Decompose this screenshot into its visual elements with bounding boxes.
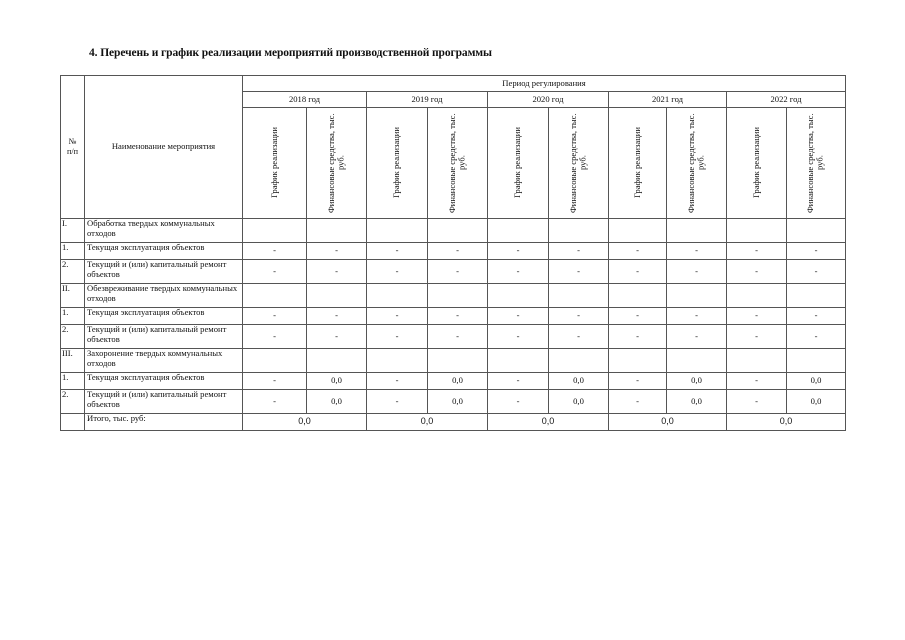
row-value-cell: - (609, 260, 667, 284)
sub-header-schedule-label: График реализации (750, 127, 761, 199)
total-value-cell: 0,0 (367, 414, 488, 431)
row-name: Захоронение твердых коммунальных отходов (85, 349, 243, 373)
row-value-cell: - (428, 243, 488, 260)
row-value-cell: 0,0 (787, 390, 846, 414)
row-value-cell: - (488, 373, 549, 390)
sub-header-schedule-label: График реализации (391, 127, 402, 199)
row-value-cell: - (243, 308, 307, 325)
sub-header-schedule-3 (609, 108, 667, 219)
row-value-cell (428, 284, 488, 308)
column-header-name: Наименование мероприятия (85, 76, 243, 219)
row-value-cell: - (243, 243, 307, 260)
section-row (61, 219, 846, 243)
row-value-cell (307, 219, 367, 243)
sub-header-finance-1 (428, 108, 488, 219)
table-row (61, 390, 846, 414)
row-value-cell: - (307, 325, 367, 349)
row-value-cell (609, 284, 667, 308)
row-value-cell: - (609, 308, 667, 325)
year-header-2018: 2018 год (243, 92, 367, 108)
sub-header-finance-0 (307, 108, 367, 219)
row-value-cell: - (609, 373, 667, 390)
row-name: Текущий и (или) капитальный ремонт объектов (85, 260, 243, 284)
column-header-number: № п/п (61, 76, 85, 219)
row-number: II. (61, 284, 85, 308)
row-value-cell: - (787, 308, 846, 325)
row-value-cell: - (243, 325, 307, 349)
total-row (61, 414, 846, 431)
row-value-cell (787, 219, 846, 243)
sub-header-schedule-0 (243, 108, 307, 219)
total-number-cell (61, 414, 85, 431)
row-value-cell (727, 284, 787, 308)
row-value-cell (367, 284, 428, 308)
total-label: Итого, тыс. руб: (85, 414, 243, 431)
row-value-cell: 0,0 (667, 390, 727, 414)
total-value-cell: 0,0 (488, 414, 609, 431)
table-row (61, 260, 846, 284)
row-value-cell (488, 349, 549, 373)
row-value-cell (243, 284, 307, 308)
row-value-cell: - (307, 260, 367, 284)
row-value-cell (243, 219, 307, 243)
row-value-cell: - (667, 325, 727, 349)
row-name: Текущая эксплуатация объектов (85, 308, 243, 325)
year-header-2022: 2022 год (727, 92, 846, 108)
sub-header-schedule-label: График реализации (512, 127, 523, 199)
sub-header-finance-label: Финансовые средства, тыс. руб. (446, 113, 467, 213)
row-value-cell: 0,0 (549, 373, 609, 390)
row-value-cell (307, 349, 367, 373)
row-value-cell: - (367, 308, 428, 325)
row-value-cell: - (727, 260, 787, 284)
row-value-cell (488, 219, 549, 243)
row-value-cell: - (243, 260, 307, 284)
row-value-cell (367, 349, 428, 373)
row-value-cell: - (488, 260, 549, 284)
row-value-cell (787, 349, 846, 373)
row-value-cell: - (488, 308, 549, 325)
row-value-cell: - (549, 308, 609, 325)
total-value-cell: 0,0 (243, 414, 367, 431)
period-header: Период регулирования (243, 76, 846, 92)
row-value-cell: - (488, 243, 549, 260)
section-row (61, 284, 846, 308)
row-name: Обезвреживание твердых коммунальных отходов (85, 284, 243, 308)
row-value-cell: - (609, 243, 667, 260)
row-value-cell: - (787, 260, 846, 284)
table-row (61, 243, 846, 260)
row-value-cell: - (609, 390, 667, 414)
row-value-cell: - (727, 373, 787, 390)
section-row (61, 349, 846, 373)
row-value-cell: - (727, 308, 787, 325)
table-row (61, 325, 846, 349)
row-number: I. (61, 219, 85, 243)
row-value-cell (787, 284, 846, 308)
sub-header-schedule-4 (727, 108, 787, 219)
year-header-2019: 2019 год (367, 92, 488, 108)
row-value-cell: - (549, 325, 609, 349)
row-value-cell (609, 349, 667, 373)
row-value-cell: - (367, 260, 428, 284)
row-value-cell: - (488, 390, 549, 414)
row-number: 2. (61, 390, 85, 414)
sub-header-finance-label: Финансовые средства, тыс. руб. (805, 113, 826, 213)
sub-header-finance-label: Финансовые средства, тыс. руб. (325, 113, 346, 213)
sub-header-finance-label: Финансовые средства, тыс. руб. (567, 113, 588, 213)
row-value-cell: - (367, 243, 428, 260)
row-value-cell: - (367, 325, 428, 349)
row-value-cell: - (667, 260, 727, 284)
row-number: III. (61, 349, 85, 373)
row-value-cell: - (787, 325, 846, 349)
row-value-cell (667, 349, 727, 373)
row-value-cell: 0,0 (307, 373, 367, 390)
row-value-cell (549, 284, 609, 308)
row-value-cell (428, 349, 488, 373)
row-name: Обработка твердых коммунальных отходов (85, 219, 243, 243)
row-value-cell (307, 284, 367, 308)
row-value-cell: - (243, 373, 307, 390)
row-value-cell: - (667, 308, 727, 325)
total-value-cell: 0,0 (609, 414, 727, 431)
year-header-2021: 2021 год (609, 92, 727, 108)
sub-header-finance-2 (549, 108, 609, 219)
row-value-cell: - (428, 260, 488, 284)
document-title: 4. Перечень и график реализации мероприятий производственной программы (89, 47, 492, 59)
row-value-cell: - (243, 390, 307, 414)
sub-header-schedule-label: График реализации (268, 127, 279, 199)
row-value-cell: - (307, 308, 367, 325)
row-number: 1. (61, 243, 85, 260)
row-value-cell (549, 219, 609, 243)
row-value-cell (488, 284, 549, 308)
row-value-cell: - (787, 243, 846, 260)
row-value-cell (609, 219, 667, 243)
row-number: 1. (61, 308, 85, 325)
row-number: 2. (61, 260, 85, 284)
row-number: 2. (61, 325, 85, 349)
row-value-cell: - (307, 243, 367, 260)
row-value-cell: - (367, 373, 428, 390)
row-value-cell: 0,0 (428, 390, 488, 414)
program-table (60, 75, 846, 431)
row-value-cell (667, 284, 727, 308)
row-value-cell: 0,0 (787, 373, 846, 390)
row-value-cell: 0,0 (307, 390, 367, 414)
row-value-cell (727, 219, 787, 243)
sub-header-schedule-1 (367, 108, 428, 219)
sub-header-finance-3 (667, 108, 727, 219)
row-name: Текущий и (или) капитальный ремонт объектов (85, 390, 243, 414)
row-value-cell (727, 349, 787, 373)
row-value-cell (428, 219, 488, 243)
row-value-cell: - (609, 325, 667, 349)
row-value-cell: 0,0 (667, 373, 727, 390)
row-number: 1. (61, 373, 85, 390)
row-value-cell: - (727, 325, 787, 349)
row-value-cell: - (727, 243, 787, 260)
row-value-cell: - (549, 243, 609, 260)
sub-header-schedule-label: График реализации (631, 127, 642, 199)
row-value-cell: - (667, 243, 727, 260)
sub-header-finance-4 (787, 108, 846, 219)
row-value-cell: - (488, 325, 549, 349)
row-value-cell: - (727, 390, 787, 414)
row-value-cell: - (428, 308, 488, 325)
row-name: Текущая эксплуатация объектов (85, 243, 243, 260)
row-value-cell: - (549, 260, 609, 284)
row-value-cell (367, 219, 428, 243)
row-value-cell: 0,0 (428, 373, 488, 390)
row-value-cell (243, 349, 307, 373)
row-name: Текущая эксплуатация объектов (85, 373, 243, 390)
year-header-2020: 2020 год (488, 92, 609, 108)
total-value-cell: 0,0 (727, 414, 846, 431)
row-value-cell: - (428, 325, 488, 349)
row-value-cell (667, 219, 727, 243)
sub-header-schedule-2 (488, 108, 549, 219)
table-row (61, 308, 846, 325)
row-value-cell: - (367, 390, 428, 414)
table-row (61, 373, 846, 390)
row-value-cell (549, 349, 609, 373)
row-name: Текущий и (или) капитальный ремонт объектов (85, 325, 243, 349)
sub-header-finance-label: Финансовые средства, тыс. руб. (685, 113, 706, 213)
row-value-cell: 0,0 (549, 390, 609, 414)
